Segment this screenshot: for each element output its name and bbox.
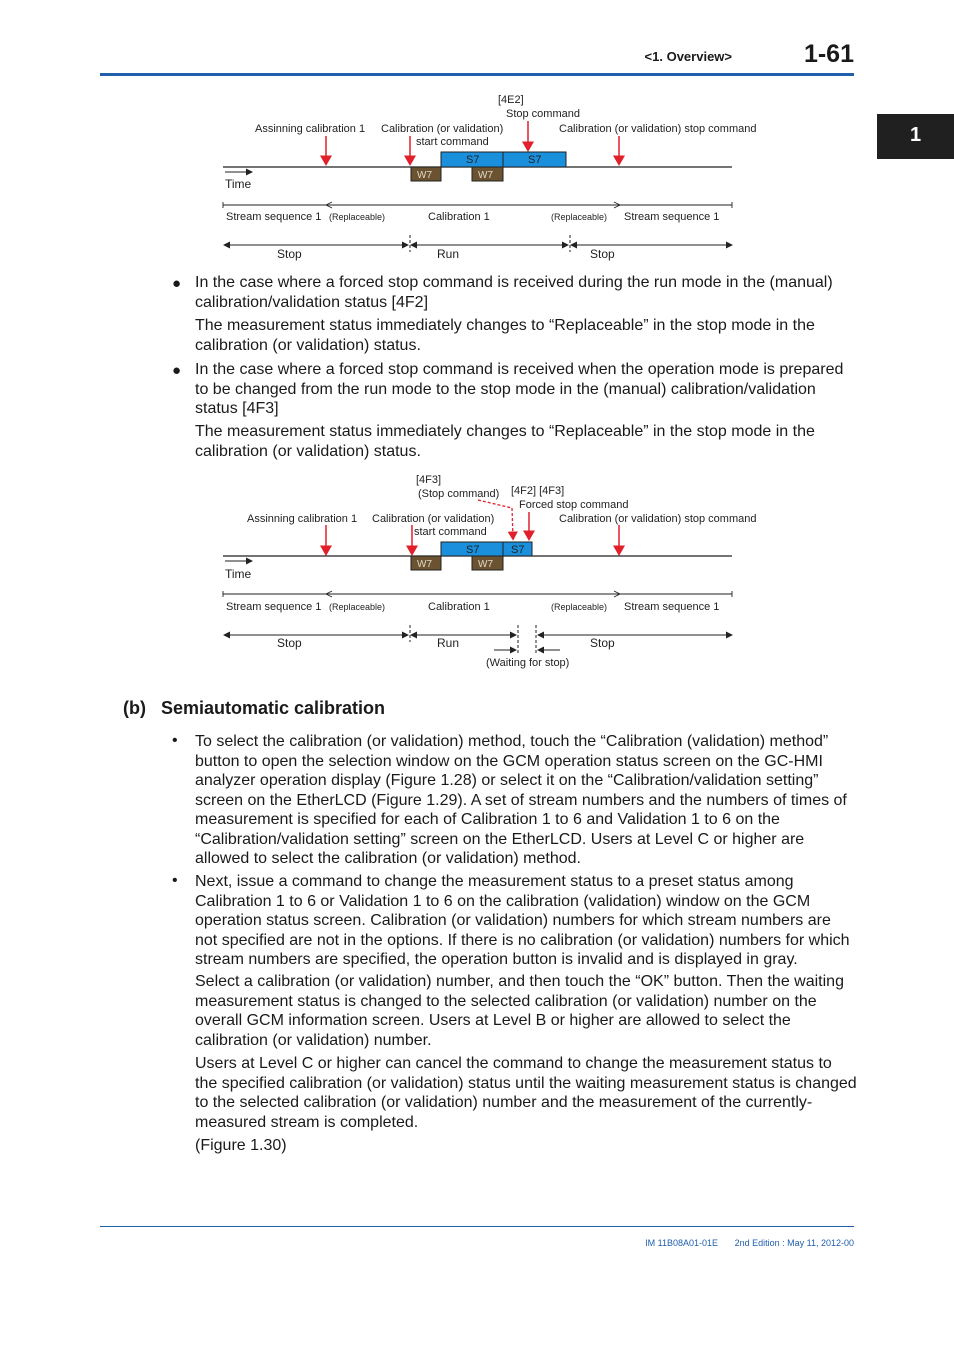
stop-right-label: Stop <box>590 247 615 261</box>
replaceable-right: (Replaceable) <box>551 212 608 222</box>
time-label: Time <box>225 177 252 191</box>
stream-seq-right: Stream sequence 1 <box>624 211 720 223</box>
stream-seq-left: Stream sequence 1 <box>226 211 322 223</box>
stream-seq-left: Stream sequence 1 <box>226 601 322 613</box>
stop-left-label: Stop <box>277 247 302 261</box>
bullet-body: The measurement status immediately changes to “Replaceable” in the stop mode in the calibration (or validation) status. <box>195 317 815 354</box>
w7-label: W7 <box>478 559 493 570</box>
label-4f2-4f3: [4F2] [4F3] <box>511 485 565 497</box>
bullet-body: The measurement status immediately changes to “Replaceable” in the stop mode in the calibration (or validation) status. <box>195 423 815 460</box>
timing-diagram-4e2 <box>200 90 780 265</box>
bullet-marker: • <box>172 732 178 749</box>
footer <box>500 1238 854 1248</box>
doc-id: IM 11B08A01-01E <box>645 1238 719 1248</box>
s7-label: S7 <box>528 154 542 166</box>
label-4f3: [4F3] <box>416 474 442 486</box>
run-label: Run <box>437 636 460 650</box>
footer-rule <box>100 1226 854 1227</box>
replaceable-left: (Replaceable) <box>329 212 386 222</box>
timing-diagram-4f2-4f3 <box>200 470 780 675</box>
section-title: (b) Semiautomatic calibration <box>123 698 386 718</box>
cal-start-label-2: start command <box>414 526 487 538</box>
stop-command-label: Stop command <box>506 108 580 120</box>
replaceable-left: (Replaceable) <box>329 602 386 612</box>
stop-command-paren: (Stop command) <box>418 488 500 500</box>
label-4e2: [4E2] <box>498 94 524 106</box>
cal-start-label-1: Calibration (or validation) <box>372 513 495 525</box>
w7-label: W7 <box>417 559 432 570</box>
bullet-title: In the case where a forced stop command is received during the run mode in the (manual) calibration/validation status [4F2] <box>195 274 833 311</box>
calibration-1-label: Calibration 1 <box>428 211 490 223</box>
bullet-marker: ● <box>172 362 182 379</box>
waiting-for-stop-label: (Waiting for stop) <box>486 657 570 669</box>
paragraph: To select the calibration (or validation) method, touch the “Calibration (validation) method” button to open the selection window on the GCM operation status screen on the GC-HMI analyzer operation display (Figure 1.28) or select it on the “Calibration/validation setting” screen on the EtherLCD (Figure 1.29). A set of stream numbers and the numbers of times of measurement is specified for each of Calibration 1 to 6 and Validation 1 to 6 on the “Calibration/validation setting” screen on the EtherLCD. Users at Level C or higher are allowed to select the calibration (or validation) method. <box>195 733 847 867</box>
stop-left-label: Stop <box>277 636 302 650</box>
paragraph: Select a calibration (or validation) number, and then touch the “OK” button. Then the waiting measurement status is changed to the selected calibration (or validation) number on the overall GCM information screen. Users at Level B or higher are allowed to select the calibration (or validation) number. <box>195 973 844 1049</box>
paragraph: Next, issue a command to change the measurement status to a preset status among Calibration 1 to 6 or Validation 1 to 6 on the calibration (validation) window on the GCM operation status screen. Calibration (or validation) numbers for which stream numbers are not specified are not in the options. If there is no calibration (or validation) numbers for which stream numbers are specified, the operation button is invalid and is displayed in gray. <box>195 873 850 968</box>
stop-right-label: Stop <box>590 636 615 650</box>
chapter-tab: 1 <box>877 114 954 159</box>
cal-stop-label: Calibration (or validation) stop command <box>559 513 757 525</box>
s7-label: S7 <box>466 544 480 556</box>
cal-stop-label: Calibration (or validation) stop command <box>559 123 757 135</box>
paragraph: Users at Level C or higher can cancel the command to change the measurement status to the specified calibration (or validation) status until the waiting measurement status is changed to the selected calibration (or validation) number and the measurement of the currently-measured stream is completed. <box>195 1055 857 1131</box>
forced-stop-label: Forced stop command <box>519 499 629 511</box>
paragraph: (Figure 1.30) <box>195 1137 287 1154</box>
calibration-1-label: Calibration 1 <box>428 601 490 613</box>
bullet-title: In the case where a forced stop command is received when the operation mode is prepared to be changed from the run mode to the stop mode in the (manual) calibration/validation status [4F3] <box>195 361 844 417</box>
assinning-calibration-label: Assinning calibration 1 <box>255 123 366 135</box>
assinning-calibration-label: Assinning calibration 1 <box>247 513 358 525</box>
header-rule <box>100 73 854 76</box>
cal-start-label-1: Calibration (or validation) <box>381 123 504 135</box>
replaceable-right: (Replaceable) <box>551 602 608 612</box>
cal-start-label-2: start command <box>416 136 489 148</box>
time-label: Time <box>225 567 252 581</box>
run-label: Run <box>437 247 460 261</box>
page-number: 1-61 <box>803 40 854 68</box>
s7-label: S7 <box>511 544 525 556</box>
w7-label: W7 <box>417 170 432 181</box>
bullet-marker: • <box>172 872 178 889</box>
section-header: <1. Overview> <box>644 49 732 64</box>
w7-label: W7 <box>478 170 493 181</box>
edition: 2nd Edition : May 11, 2012-00 <box>734 1238 854 1248</box>
s7-label: S7 <box>466 154 480 166</box>
stream-seq-right: Stream sequence 1 <box>624 601 720 613</box>
bullet-marker: ● <box>172 275 182 292</box>
